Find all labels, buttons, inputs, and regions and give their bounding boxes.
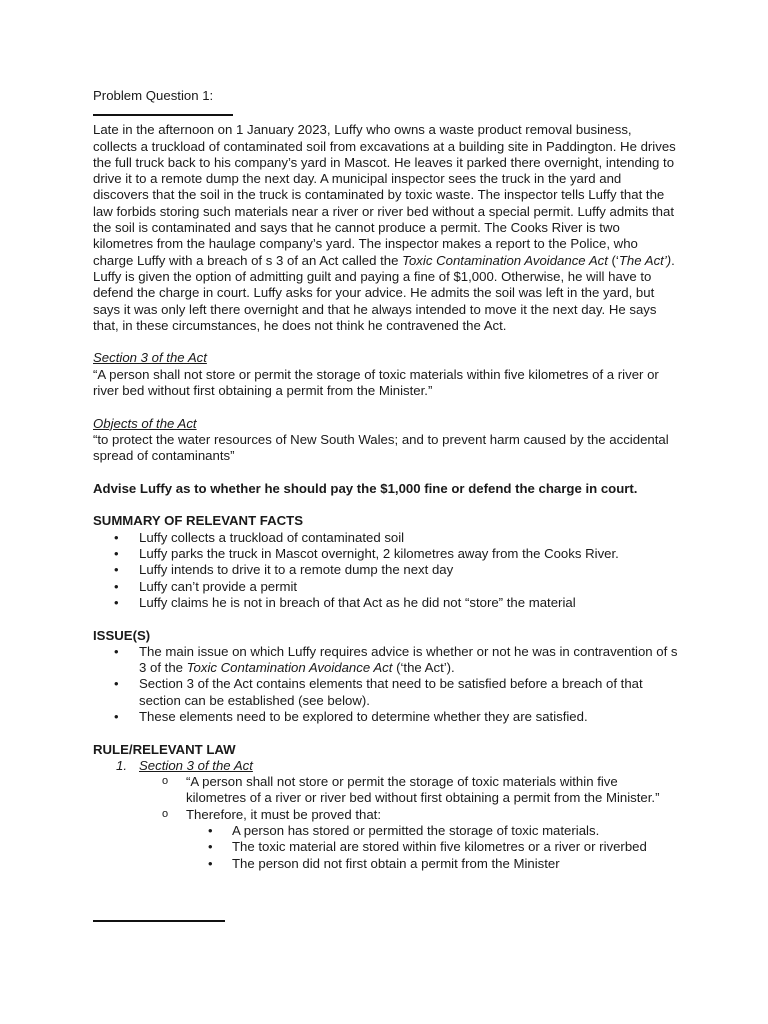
list-item: • Luffy can’t provide a permit [93, 579, 678, 595]
list-item: • Luffy intends to drive it to a remote dump the next day [93, 562, 678, 578]
facts-paragraph [93, 122, 678, 334]
list-item [139, 807, 678, 872]
issues-list [93, 644, 678, 725]
section3-quote: “A person shall not store or permit the storage of toxic materials within five kilometres of a river or river bed without first obtaining a permit from the Minister.” [93, 366, 659, 399]
rule-item-title: Section 3 of the Act [139, 757, 253, 773]
list-item: • These elements need to be explored to determine whether they are satisfied. [93, 709, 678, 725]
list-item: • Luffy claims he is not in breach of that Act as he did not “store” the material [93, 595, 678, 611]
document-body [93, 88, 678, 872]
rule-therefore: Therefore, it must be proved that: [186, 806, 381, 822]
summary-heading: SUMMARY OF RELEVANT FACTS [93, 513, 304, 529]
objects-quote: “to protect the water resources of New South Wales; and to prevent harm caused by the accidental spread of contaminants” [93, 431, 669, 464]
issues-heading: ISSUE(S) [93, 627, 151, 643]
facts-text-1: Late in the afternoon on 1 January 2023, Luffy who owns a waste product removal business, collects a truckload of contaminated soil from excavations at a building site in Paddington. He drives the full truck back to his company’s yard in Mascot. He leaves it parked there overnight, intending to drive it to a remote dump the next day. A municipal inspector sees the truck in the yard and discovers that the soil in the truck is contaminated by toxic waste. The inspector tells Luffy that the law forbids storing such materials near a river or river bed without a special permit. Luffy admits that the soil is contaminated and says that he cannot produce a permit. The Cooks River is two kilometres from the haulage company’s yard. The inspector makes a report to the Police, who charge Luffy with a breach of s 3 of an Act called the [93, 122, 676, 268]
divider [93, 114, 233, 116]
list-item: • Luffy collects a truckload of contaminated soil [93, 530, 678, 546]
list-item: o “A person shall not store or permit the storage of toxic materials within five kilometres of a river or river bed without first obtaining a permit from the Minister.” [139, 774, 678, 807]
act-name: Toxic Contamination Avoidance Act [402, 252, 608, 268]
footnote-divider [93, 920, 225, 922]
elements-list [186, 823, 678, 872]
list-number: 1. [116, 757, 127, 773]
facts-text-open: (‘ [607, 252, 619, 268]
list-item: • The person did not first obtain a permit from the Minister [186, 856, 678, 872]
list-item [93, 644, 678, 677]
act-short-name: The Act’) [618, 252, 672, 268]
list-item: • Section 3 of the Act contains elements that need to be satisfied before a breach of that section can be established (see below). [93, 676, 678, 709]
task-statement: Advise Luffy as to whether he should pay the $1,000 fine or defend the charge in court. [93, 480, 638, 496]
summary-list [93, 530, 678, 611]
issue-text: The main issue on which Luffy requires advice is whether or not he was in contravention of s 3 of the [139, 643, 678, 676]
objects-heading: Objects of the Act [93, 415, 197, 431]
rule-heading: RULE/RELEVANT LAW [93, 741, 236, 757]
list-item: • Luffy parks the truck in Mascot overnight, 2 kilometres away from the Cooks River. [93, 546, 678, 562]
list-item: • The toxic material are stored within five kilometres or a river or riverbed [186, 839, 678, 855]
rule-list [93, 758, 678, 872]
list-item: • A person has stored or permitted the storage of toxic materials. [186, 823, 678, 839]
issue-text: (‘the Act’). [392, 660, 455, 676]
page-title: Problem Question 1: [93, 88, 214, 103]
act-name: Toxic Contamination Avoidance Act [186, 660, 393, 676]
list-item [93, 758, 678, 872]
rule-sublist [139, 774, 678, 872]
section3-heading: Section 3 of the Act [93, 350, 207, 366]
facts-text-2: . Luffy is given the option of admitting guilt and paying a fine of $1,000. Otherwise, he will have to defend the charge in court. Luffy asks for your advice. He admits the soil was left in the yard, but says it was only left there overnight and that he always intended to move it the next day. He says that, in these circumstances, he does not think he contravened the Act. [93, 252, 675, 333]
